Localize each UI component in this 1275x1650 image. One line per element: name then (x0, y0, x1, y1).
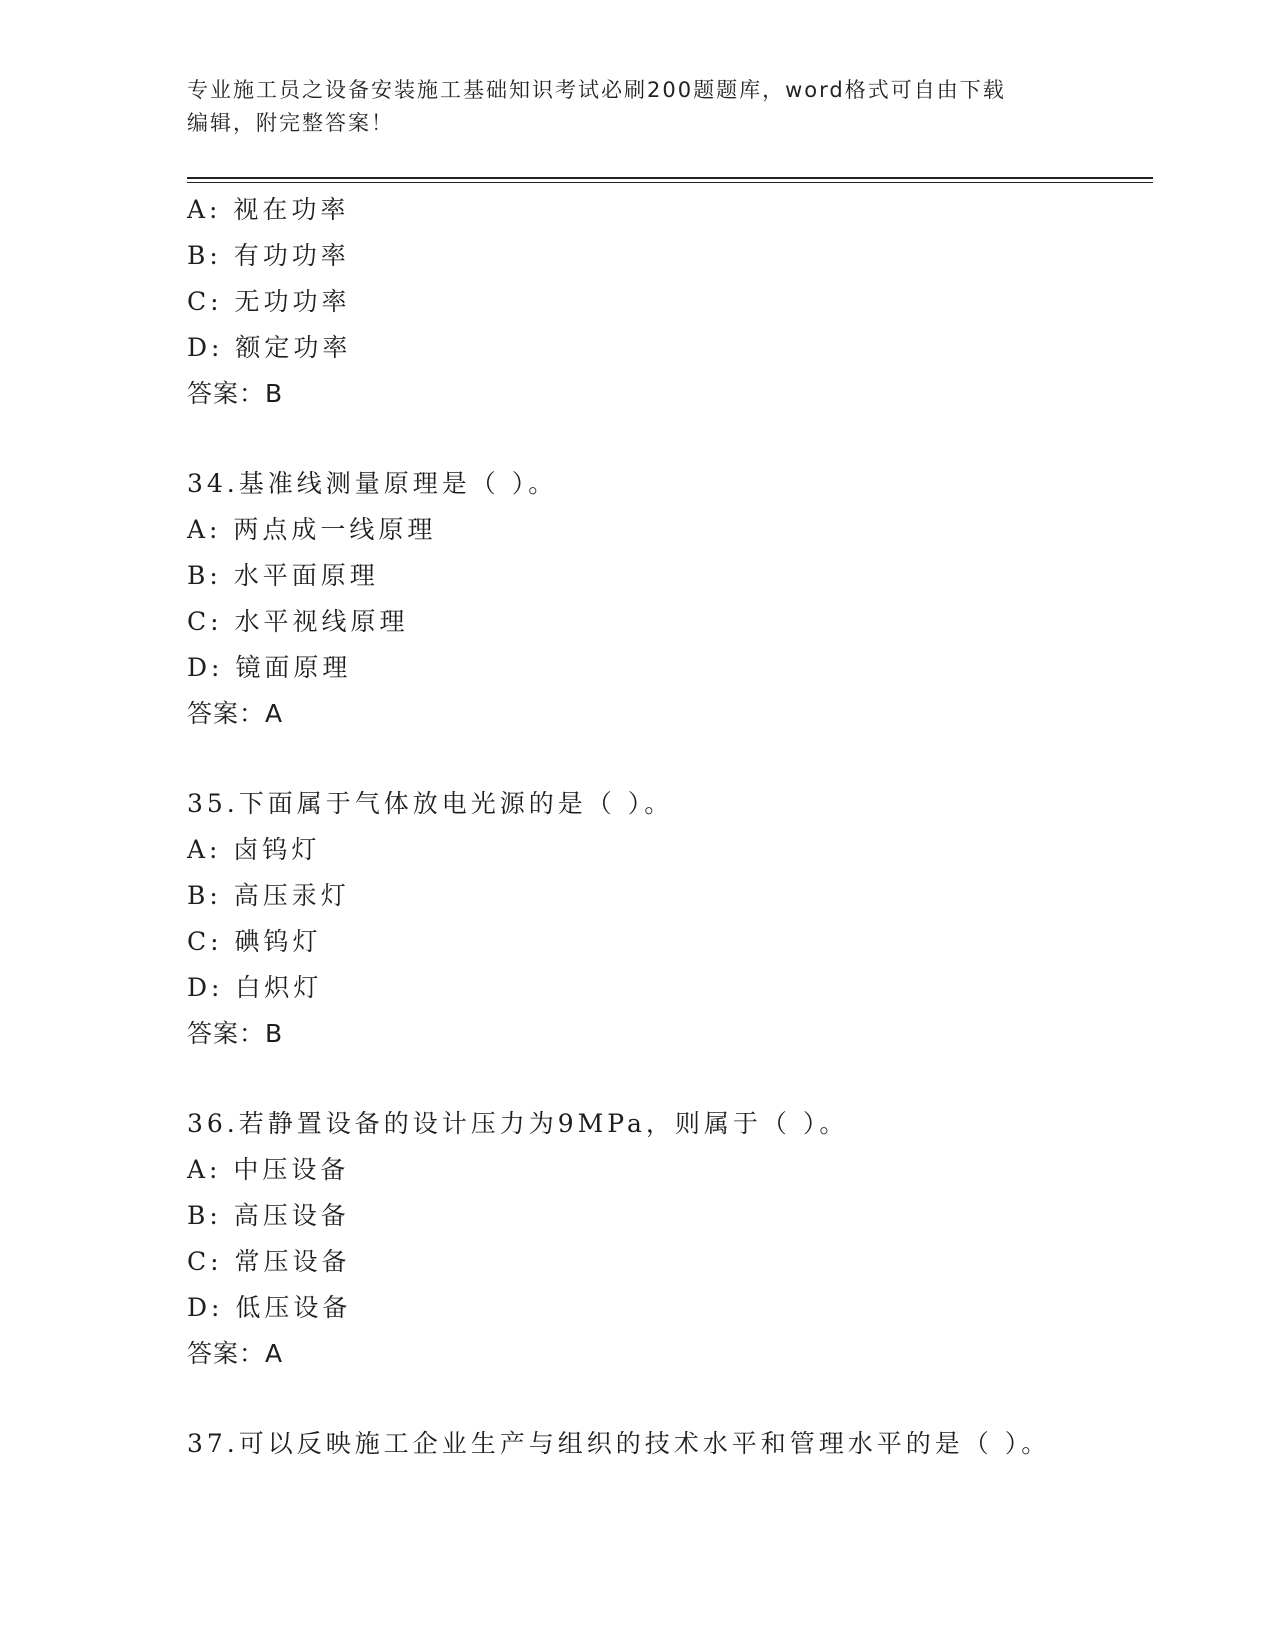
answer: 答案：A (187, 699, 284, 728)
option-a: A: 中压设备 (187, 1155, 350, 1184)
option-b: B: 有功功率 (187, 241, 350, 270)
option-a: A: 两点成一线原理 (187, 515, 437, 544)
option-d: D: 白炽灯 (187, 973, 323, 1002)
option-d: D: 额定功率 (187, 333, 352, 362)
option-c: C: 水平视线原理 (187, 607, 409, 636)
question-title: 37.可以反映施工企业生产与组织的技术水平和管理水平的是（ ）。 (187, 1429, 1051, 1458)
option-c: C: 常压设备 (187, 1247, 351, 1276)
header-line-1: 专业施工员之设备安装施工基础知识考试必刷200题题库，word格式可自由下载 (187, 78, 1006, 102)
question-list (187, 187, 1147, 1467)
spacer (187, 1377, 1147, 1421)
option-a: A: 卤钨灯 (187, 835, 321, 864)
option-a: A: 视在功率 (187, 195, 350, 224)
spacer (187, 737, 1147, 781)
answer: 答案：A (187, 1339, 284, 1368)
option-b: B: 高压汞灯 (187, 881, 350, 910)
option-b: B: 水平面原理 (187, 561, 379, 590)
option-d: D: 镜面原理 (187, 653, 352, 682)
question-title: 36.若静置设备的设计压力为9MPa，则属于（ ）。 (187, 1109, 849, 1138)
answer: 答案：B (187, 379, 284, 408)
question-title: 35.下面属于气体放电光源的是（ ）。 (187, 789, 674, 818)
option-c: C: 无功功率 (187, 287, 351, 316)
question-36 (187, 1101, 1147, 1377)
question-35 (187, 781, 1147, 1057)
option-b: B: 高压设备 (187, 1201, 350, 1230)
header-divider-thin (187, 182, 1153, 183)
option-c: C: 碘钨灯 (187, 927, 322, 956)
question-37 (187, 1421, 1147, 1467)
header-divider-thick (187, 177, 1153, 179)
spacer (187, 1057, 1147, 1101)
spacer (187, 417, 1147, 461)
question-33-continued (187, 187, 1147, 417)
question-title: 34.基准线测量原理是（ ）。 (187, 469, 558, 498)
question-34 (187, 461, 1147, 737)
header-line-2: 编辑，附完整答案！ (187, 111, 394, 135)
option-d: D: 低压设备 (187, 1293, 352, 1322)
document-header (187, 74, 1087, 140)
answer: 答案：B (187, 1019, 284, 1048)
